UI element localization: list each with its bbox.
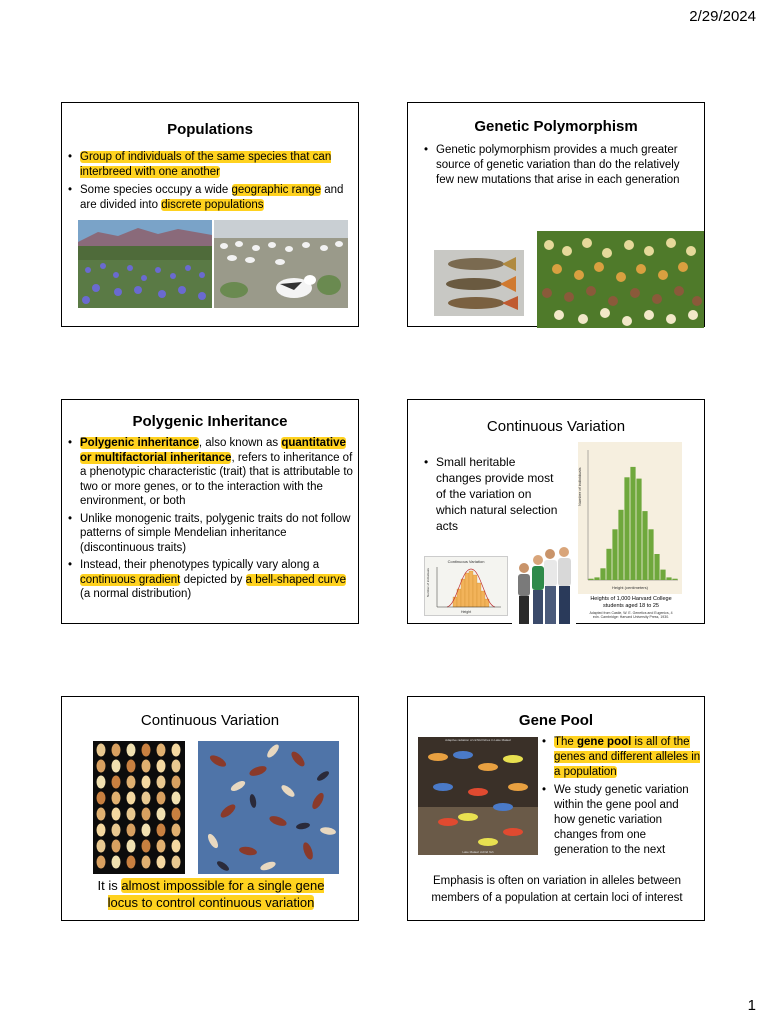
slide-title: Continuous Variation bbox=[486, 418, 626, 435]
date-header: 2/29/2024 bbox=[689, 8, 756, 25]
bullet-item bbox=[68, 150, 353, 180]
slide-title: Continuous Variation bbox=[140, 712, 280, 729]
highlight: Group of individuals of the same species that can interbreed with one another bbox=[80, 151, 332, 178]
shell bbox=[97, 776, 106, 789]
slide-caption bbox=[82, 877, 340, 911]
bullet-list bbox=[424, 454, 564, 537]
x-axis-label: Height (centimeters) bbox=[611, 585, 649, 590]
shell bbox=[127, 840, 136, 853]
bold-text: gene pool bbox=[577, 736, 632, 748]
shell bbox=[157, 776, 166, 789]
histogram-bar bbox=[618, 510, 623, 580]
inset-y-label: Number of individuals bbox=[426, 568, 430, 597]
shell bbox=[127, 824, 136, 837]
shell bbox=[97, 856, 106, 869]
shell bbox=[97, 760, 106, 773]
shell bbox=[142, 760, 151, 773]
histogram-bar bbox=[612, 529, 617, 580]
shell bbox=[172, 760, 181, 773]
photo-shell-pile bbox=[198, 741, 339, 874]
shell bbox=[172, 744, 181, 757]
shell bbox=[142, 824, 151, 837]
bullet-list bbox=[424, 143, 694, 191]
shell bbox=[112, 840, 121, 853]
bullet-list bbox=[68, 436, 353, 605]
shell bbox=[142, 776, 151, 789]
text: It is bbox=[97, 878, 122, 893]
slide-continuous-variation-1 bbox=[407, 399, 705, 624]
highlight: or multifactorial inheritance bbox=[80, 451, 232, 464]
slide-genetic-polymorphism bbox=[407, 102, 705, 327]
shell bbox=[127, 744, 136, 757]
histogram-bar bbox=[642, 511, 647, 580]
shell bbox=[97, 744, 106, 757]
slide-continuous-variation-2 bbox=[61, 696, 359, 921]
shell bbox=[97, 840, 106, 853]
histogram-bar bbox=[672, 579, 677, 580]
shell bbox=[142, 856, 151, 869]
shell bbox=[97, 808, 106, 821]
inset-title: Continuous Variation bbox=[447, 559, 485, 564]
shell bbox=[157, 760, 166, 773]
photo-caption-text: Lake Malawi cichlid fish bbox=[462, 850, 494, 854]
histogram-bar bbox=[606, 549, 611, 580]
shell bbox=[127, 856, 136, 869]
bullet-item bbox=[68, 183, 353, 213]
inset-continuous-chart bbox=[424, 556, 508, 616]
histogram-bar bbox=[666, 577, 671, 580]
histogram-bar bbox=[648, 529, 653, 580]
slide-populations bbox=[61, 102, 359, 327]
slide-polygenic-inheritance bbox=[61, 399, 359, 624]
text: depicted by bbox=[180, 573, 246, 586]
slide-gene-pool bbox=[407, 696, 705, 921]
text: , also known as bbox=[198, 437, 282, 449]
inset-x-label: Height bbox=[460, 610, 472, 614]
shell bbox=[112, 776, 121, 789]
shell bbox=[112, 808, 121, 821]
shell bbox=[112, 856, 121, 869]
photo-shell-grid bbox=[93, 741, 185, 874]
bullet-item: • Unlike monogenic traits, polygenic traits do not follow patterns of simple Mendelian inheritance (discontinuous traits) bbox=[68, 512, 353, 556]
shell bbox=[157, 824, 166, 837]
highlight: geographic range bbox=[231, 184, 322, 196]
highlight: almost impossible for a single gene locus to control continuous variation bbox=[107, 878, 325, 910]
shell bbox=[142, 792, 151, 805]
shell bbox=[157, 808, 166, 821]
histogram-svg bbox=[578, 442, 682, 594]
text: Instead, their phenotypes typically vary along a bbox=[80, 559, 320, 571]
slide-title: Genetic Polymorphism bbox=[474, 118, 638, 135]
histogram-bar bbox=[588, 579, 593, 580]
shell bbox=[172, 840, 181, 853]
highlight bbox=[554, 736, 700, 778]
text: Some species occupy a wide bbox=[80, 184, 232, 196]
shell bbox=[142, 840, 151, 853]
y-axis-label: Number of individuals bbox=[577, 467, 582, 506]
shell bbox=[127, 760, 136, 773]
shell bbox=[112, 824, 121, 837]
slide-title: Gene Pool bbox=[518, 712, 594, 729]
highlight: continuous gradient bbox=[80, 573, 181, 586]
shell bbox=[112, 744, 121, 757]
shell bbox=[172, 824, 181, 837]
bullet-item: • Small heritable changes provide most of the variation on which natural selection acts bbox=[424, 454, 564, 534]
photo-snail-shells bbox=[537, 231, 704, 328]
histogram-bar bbox=[660, 570, 665, 580]
highlight: quantitative bbox=[281, 437, 346, 449]
bullet-item: • Genetic polymorphism provides a much greater source of genetic variation than do the relatively few new mutations that arise in each generation bbox=[424, 143, 694, 188]
bullet-item: • We study genetic variation within the gene pool and how genetic variation changes from one generation to the next bbox=[542, 783, 702, 858]
text: The bbox=[554, 736, 578, 748]
bullet-item bbox=[68, 558, 353, 602]
histogram-bar bbox=[600, 568, 605, 580]
photo-guppies bbox=[434, 250, 524, 316]
shell bbox=[172, 776, 181, 789]
slide-title: Populations bbox=[167, 121, 253, 138]
shell bbox=[127, 808, 136, 821]
shell bbox=[172, 856, 181, 869]
histogram-bar bbox=[636, 479, 641, 580]
bullet-item bbox=[68, 436, 353, 509]
highlight: Polygenic inheritance bbox=[80, 437, 199, 449]
height-histogram bbox=[578, 442, 682, 594]
histogram-bar bbox=[654, 554, 659, 580]
shell bbox=[157, 840, 166, 853]
bullet-list bbox=[542, 735, 702, 861]
histogram-source: Adapted from Castle, W. E. Genetics and Eugenics, 4 edn. Cambridge: Harvard University Press, 1930. bbox=[589, 611, 673, 619]
histogram-caption: Heights of 1,000 Harvard College students aged 18 to 25 bbox=[590, 596, 672, 609]
shell bbox=[97, 792, 106, 805]
photo-title-text: Adaptive radiation of cichlid fishes in Lake Malawi bbox=[445, 738, 511, 742]
text: is all of the genes and different alleles in a population bbox=[554, 736, 701, 778]
shell bbox=[157, 744, 166, 757]
shell bbox=[112, 792, 121, 805]
photo-wildflower-field bbox=[78, 220, 212, 308]
emphasis-text: Emphasis is often on variation in alleles between members of a population at certain loci of interest bbox=[431, 875, 683, 904]
shell bbox=[112, 760, 121, 773]
page-number: 1 bbox=[747, 997, 756, 1014]
histogram-bar bbox=[624, 477, 629, 580]
photo-albatross-colony bbox=[214, 220, 348, 308]
shell bbox=[157, 792, 166, 805]
shell bbox=[127, 776, 136, 789]
highlight: discrete populations bbox=[161, 199, 264, 211]
text: , refers to inheritance of a phenotypic characteristic (trait) that is attributable to two or more genes, or to the interaction with the environment, or both bbox=[80, 451, 353, 507]
shell bbox=[142, 744, 151, 757]
shell bbox=[97, 824, 106, 837]
bullet-list bbox=[68, 150, 353, 216]
text: (a normal distribution) bbox=[80, 588, 192, 600]
histogram-bar bbox=[594, 577, 599, 580]
photo-cichlid-fishes bbox=[418, 737, 538, 855]
shell bbox=[142, 808, 151, 821]
text: and are divided into bbox=[80, 184, 344, 211]
shell bbox=[157, 856, 166, 869]
photo-students bbox=[512, 542, 576, 624]
slide-title: Polygenic Inheritance bbox=[132, 413, 288, 430]
shell bbox=[172, 792, 181, 805]
shell bbox=[172, 808, 181, 821]
highlight: a bell-shaped curve bbox=[245, 573, 346, 586]
bullet-item bbox=[542, 735, 702, 780]
histogram-bar bbox=[630, 467, 635, 580]
shell bbox=[127, 792, 136, 805]
